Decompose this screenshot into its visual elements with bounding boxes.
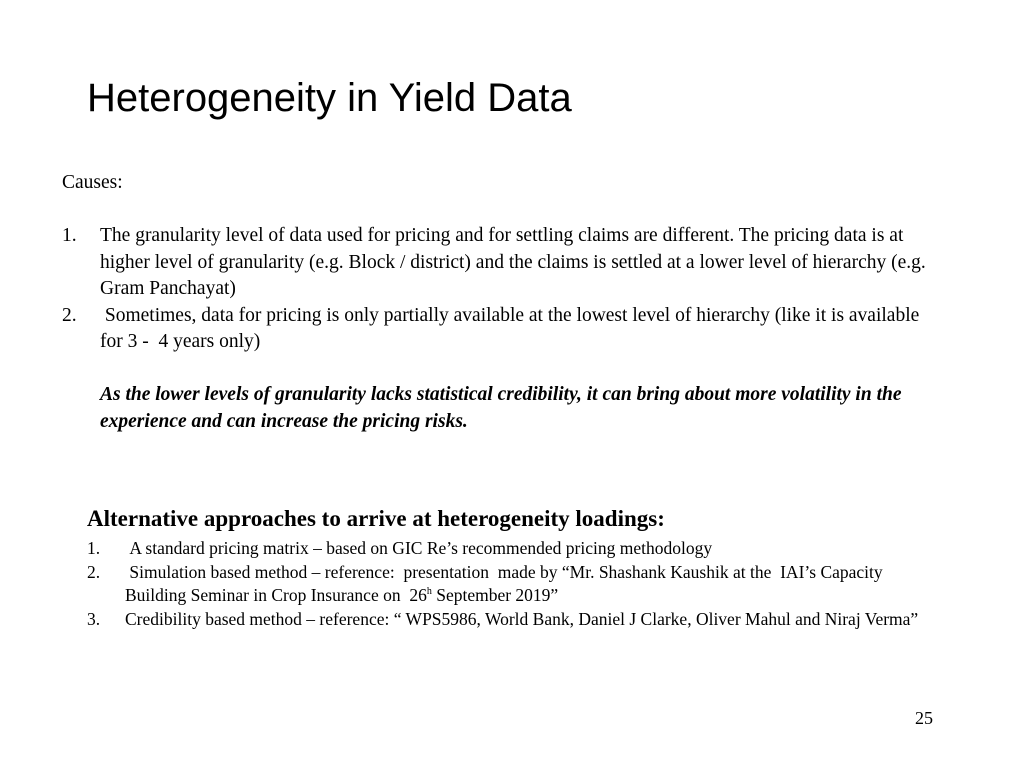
credibility-note: As the lower levels of granularity lacks statistical credibility, it can bring about more volatility in the experience and can increase the pricing risks. xyxy=(100,384,902,432)
causes-section xyxy=(62,170,942,435)
ordinal-superscript: h xyxy=(426,586,432,598)
alternatives-section xyxy=(87,503,937,631)
list-item xyxy=(62,223,942,303)
alternatives-list xyxy=(87,537,937,631)
list-item-text: Credibility based method – reference: “ WPS5986, World Bank, Daniel J Clarke, Oliver Mahul and Niraj Verma” xyxy=(125,608,919,629)
page-number: 25 xyxy=(915,708,933,728)
list-item-number: 2. xyxy=(62,304,77,326)
list-item-text: Sometimes, data for pricing is only partially available at the lowest level of hierarchy (like it is available for 3 - 4 years only) xyxy=(100,304,925,352)
list-item xyxy=(62,303,942,356)
slide-title: Heterogeneity in Yield Data xyxy=(87,76,572,120)
list-item-number: 1. xyxy=(62,225,77,246)
list-item-text-end: September 2019” xyxy=(431,585,559,605)
list-item-number: 2. xyxy=(87,561,101,582)
list-item-text: Simulation based method – reference: presentation made by “Mr. Shashank Kaushik at the IAI’s Capacity Building Seminar in Crop Insurance on 26 xyxy=(125,561,888,605)
list-item-number: 3. xyxy=(87,608,101,629)
list-item xyxy=(87,561,937,608)
list-item-text: The granularity level of data used for pricing and for settling claims are different. The pricing data is at higher level of granularity (e.g. Block / district) and the claims is settled at a lower level of hierarchy (e.g. Gram Panchayat) xyxy=(100,225,926,299)
list-item xyxy=(87,537,937,561)
list-item xyxy=(87,608,937,632)
causes-heading: Causes: xyxy=(62,172,123,193)
list-item-text: A standard pricing matrix – based on GIC Re’s recommended pricing methodology xyxy=(125,538,713,558)
alternatives-heading: Alternative approaches to arrive at heterogeneity loadings: xyxy=(87,506,665,531)
list-item-number: 1. xyxy=(87,538,101,558)
causes-list xyxy=(62,223,942,356)
